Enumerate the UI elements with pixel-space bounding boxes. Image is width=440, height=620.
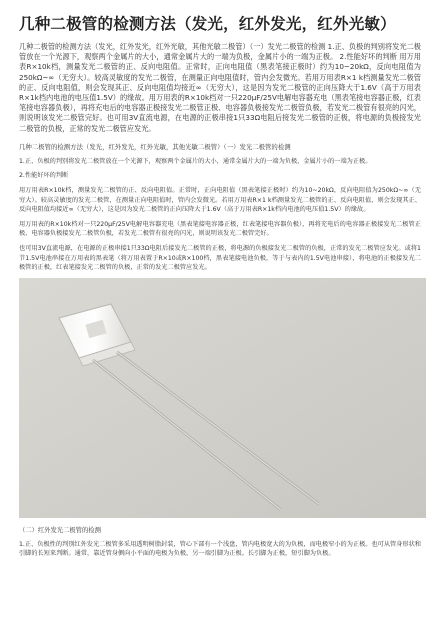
summary-paragraph: 几种二极管的检测方法（发光，红外发光，红外光敏，其他光敏二极管）（一）发光二极管的检测 1.正、负极的判别将发光二极管放在一个光源下，观察两个金属片的大小，通常金属片大的一端为负极，金属片小的一端为正极。 2.性能好坏的判断 用万用表R×10k档，测量发光二极管的正、反向电阻值。正常时，正向电阻值（黑表笔接正极时）约为10~20kΩ，反向电阻值为250kΩ~∞（无穷大）。较高灵敏度的发光二极管，在测量正向电阻值时，管内会发微光。若用万用表R×1 k档测量发光二极管的正、反向电阻值，则会发现其正、反向电阻值均接近∞（无穷大），这是因为发光二极管的正向压降大于1.6V（高于万用表R×1k档内电池的电压值1.5V）的缘故。用万用表的R×10k档对一只220μF/25V电解电容器充电（黑表笔接电容器正极，红表笔接电容器负极），再将充电后的电容器正极接发光二极管正极、电容器负极接发光二极管负极，若发光二极管有很亮的闪光，则说明该发光二极管完好。也可用3V直流电源，在电源的正极串接1只33Ω电阻后接发光二极管的正极，将电源的负极接发光二极管的负极，正常的发光二极管应发光。 [19,42,421,133]
led-photo [19,278,426,518]
section-caption: （二）红外发光二极管的检测 [19,526,101,534]
paragraph-ir-polarity: 1.正、负极性的判别红外发光二极管多采用透明树脂封装，管心下部有一个浅盘，管内电极宽大的为负极，而电极窄小的为正极。也可从管身形状和引脚的长短来判断。通常，靠近管身侧向小平面的电极为负极，另一端引脚为正极。长引脚为正极，短引脚为负极。 [19,540,421,558]
section-heading: 几种二极管的检测方法（发光，红外发光，红外光敏，其他光敏二极管）（一）发光二极管的检测 [19,142,291,151]
paragraph-polarity: 1.正、负极的判别将发光二极管放在一个光源下，观察两个金属片的大小，通常金属片大的一端为负极，金属片小的一端为正极。 [19,157,372,165]
paragraph-dc-test: 也可用3V直流电源，在电源的正极串接1只33Ω电阻后接发光二极管的正极，将电源的负极接发光二极管的负极，正常的发光二极管应发光。或将1节1.5V电池串接在万用表的黑表笔（将万用表置于R×10或R×100档，黑表笔接电池负极，等于与表内的1.5V电池串接），将电池的正极接发光二极管的正极，红表笔接发光二极管的负极，正常的发光二极管应发光。 [19,244,421,272]
page-title: 几种二极管的检测方法（发光，红外发光，红外光敏） [19,15,396,33]
paragraph-quality-title: 2.性能好坏的判断 [19,172,69,180]
paragraph-capacitor-test: 用万用表的R×10k档对一只220μF/25V电解电容器充电（黑表笔接电容器正极，红表笔接电容器负极），再将充电后的电容器正极接发光二极管正极、电容器负极接发光二极管负极，若发光二极管有很亮的闪光，则说明该发光二极管完好。 [19,220,421,238]
paragraph-resistance: 用万用表R×10k档，测量发光二极管的正、反向电阻值。正常时，正向电阻值（黑表笔接正极时）约为10~20kΩ，反向电阻值为250kΩ~∞（无穷大）。较高灵敏度的发光二极管，在测量正向电阻值时，管内会发微光。若用万用表R×1 k档测量发光二极管的正、反向电阻值，则会发现其正、反向电阻值均接近∞（无穷大），这是因为发光二极管的正向压降大于1.6V（高于万用表R×1k档内电池的电压值1.5V）的缘故。 [19,187,421,214]
led-photo-illustration [19,278,426,518]
